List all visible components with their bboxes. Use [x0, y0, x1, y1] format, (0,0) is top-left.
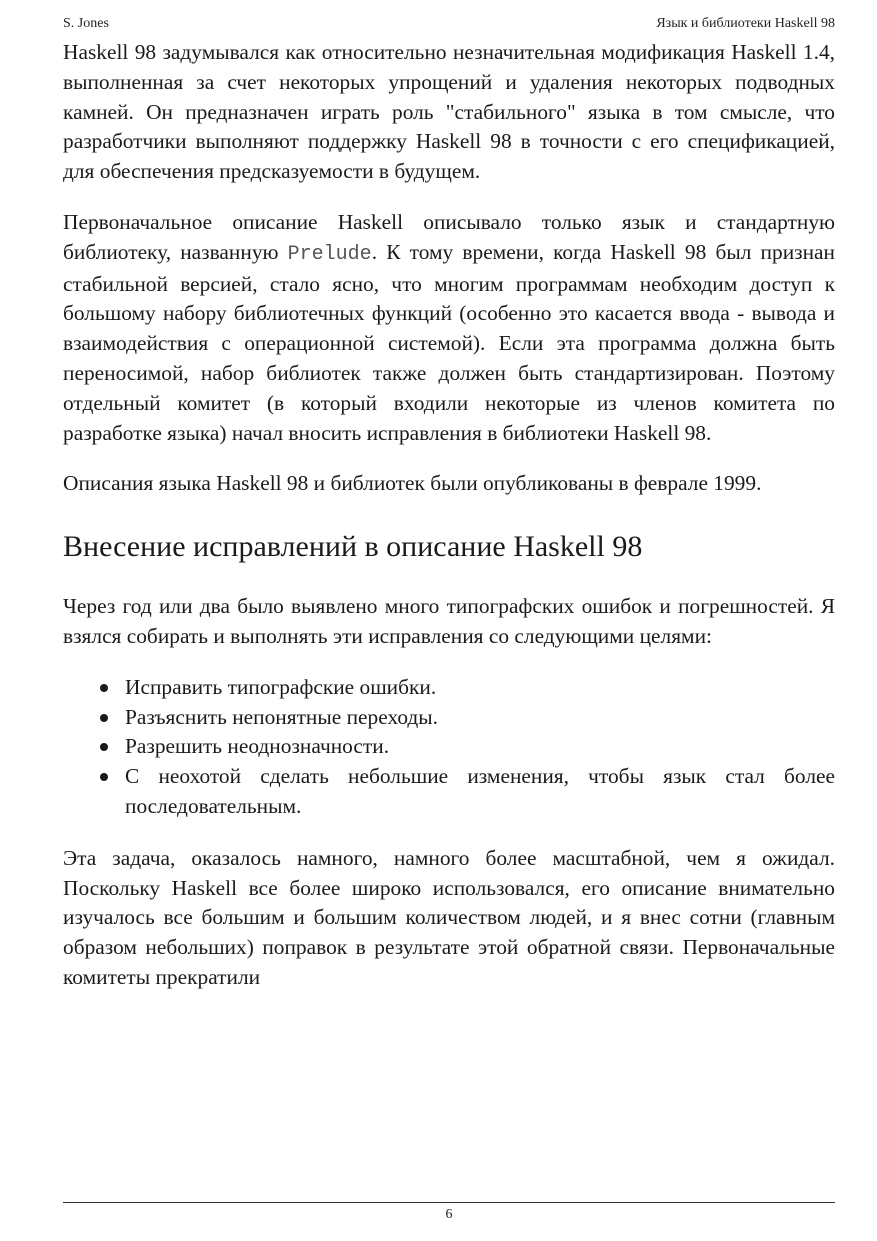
list-item-text: Разрешить неоднозначности. [125, 734, 390, 759]
list-item [63, 703, 835, 733]
list-item [63, 673, 835, 703]
running-header-title: Язык и библиотеки Haskell 98 [656, 16, 835, 31]
bullet-icon [100, 743, 108, 751]
list-item [63, 732, 835, 762]
page-number: 6 [445, 1207, 453, 1222]
bullet-icon [100, 773, 108, 781]
page-header [63, 16, 835, 36]
section-title: Внесение исправлений в описание Haskell 98 [63, 530, 643, 564]
prelude-code: Prelude [287, 242, 372, 266]
list-item-text: Разъяснить непонятные переходы. [125, 704, 439, 729]
footer-divider [63, 1202, 835, 1203]
page-content [63, 38, 835, 1014]
list-item-text: С неохотой сделать небольшие изменения, чтобы язык стал более последовательным. [125, 764, 835, 818]
paragraph-publication: Описания языка Haskell 98 и библиотек были опубликованы в феврале 1999. [63, 471, 762, 496]
paragraph-text: Первоначальное описание Haskell описывало только язык и стандартную библиотеку, названную [63, 209, 835, 264]
running-header-author: S. Jones [63, 16, 109, 31]
list-item [63, 762, 835, 822]
paragraph-text: . К тому времени, когда Haskell 98 был признан стабильной версией, стало ясно, что многим программам необходим доступ к большому набору библиотечных функций (особенно это касается ввода - вывода и взаимодействия с операционной системой). Если эта программа должна быть переносимой, набор библиотек также должен быть стандартизирован. Поэтому отдельный комитет (в который входили некоторые из членов комитета по разработке языка) начал вносить исправления в библиотеки Haskell 98. [63, 239, 835, 445]
list-item-text: Исправить типографские ошибки. [125, 674, 437, 699]
goals-list [63, 673, 835, 822]
paragraph-task-scale: Эта задача, оказалось намного, намного более масштабной, чем я ожидал. Поскольку Haskell все более широко использовался, его описание внимательно изучалось все большим и большим количеством людей, и я внес сотни (главным образом небольших) поправок в результате этой обратной связи. Первоначальные комитеты прекратили [63, 845, 835, 989]
bullet-icon [100, 684, 108, 692]
paragraph-original-description [63, 208, 835, 448]
paragraph-haskell98-intent: Haskell 98 задумывался как относительно незначительная модификация Haskell 1.4, выполненная за счет некоторых упрощений и удаления некоторых подводных камней. Он предназначен играть роль "стабильного" языка в том смысле, что разработчики выполняют поддержку Haskell 98 в точности с его спецификацией, для обеспечения предсказуемости в будущем. [63, 40, 835, 184]
bullet-icon [100, 714, 108, 722]
paragraph-errata-goals: Через год или два было выявлено много типографских ошибок и погрешностей. Я взялся собирать и выполнять эти исправления со следующими целями: [63, 594, 835, 648]
